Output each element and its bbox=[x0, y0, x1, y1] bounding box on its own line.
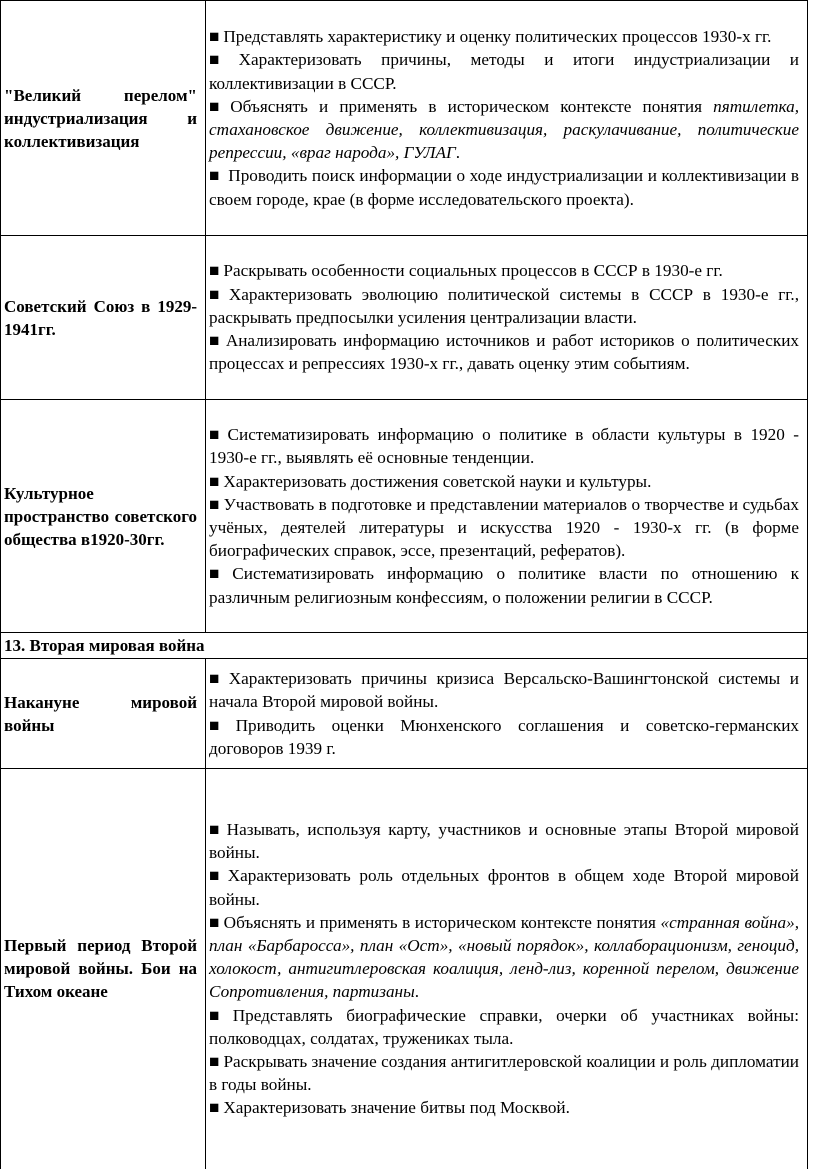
requirement-item bbox=[209, 1050, 799, 1096]
topic-cell bbox=[1, 400, 206, 633]
square-bullet-icon: ■ bbox=[209, 166, 220, 186]
requirements-cell bbox=[206, 1, 808, 236]
requirement-item bbox=[209, 667, 799, 713]
square-bullet-icon: ■ bbox=[209, 261, 220, 281]
requirement-text: Объяснять и применять в историческом контексте понятия bbox=[223, 912, 661, 932]
curriculum-table-body bbox=[1, 1, 808, 1169]
requirement-terms: пятилетка, стахановское движение, коллективизация, раскулачивание, политические репрессии, «враг народа», ГУЛАГ bbox=[209, 96, 799, 163]
topic-title: Накануне мировой войны bbox=[4, 692, 197, 735]
requirement-item bbox=[209, 864, 799, 910]
requirement-text: Систематизировать информацию о политике в области культуры в 1920 - 1930-е гг., выявлять её основные тенденции. bbox=[209, 425, 799, 468]
requirement-item bbox=[209, 25, 799, 48]
requirement-text: Участвовать в подготовке и представлении материалов о творчестве и судьбах учёных, деятелей литературы и искусства 1920 - 1930-х гг. (в форме биографических справок, эссе, презентаций, рефератов). bbox=[209, 494, 799, 561]
topic-title: Первый период Второй мировой войны. Бои на Тихом океане bbox=[4, 936, 197, 1002]
requirement-text: Объяснять и применять в историческом контексте понятия bbox=[230, 96, 714, 116]
table-row bbox=[1, 659, 808, 769]
square-bullet-icon: ■ bbox=[209, 819, 223, 839]
requirements-cell bbox=[206, 236, 808, 400]
requirement-item bbox=[209, 164, 799, 210]
section-row bbox=[1, 633, 808, 659]
topic-cell bbox=[1, 769, 206, 1169]
requirement-item bbox=[209, 283, 799, 329]
square-bullet-icon: ■ bbox=[209, 912, 220, 932]
requirement-text: Характеризовать причины кризиса Версальско-Вашингтонской системы и начала Второй мировой войны. bbox=[209, 669, 799, 712]
requirement-item bbox=[209, 423, 799, 469]
requirement-terms: «странная война», план «Барбаросса», план «Ост», «новый порядок», коллаборационизм, геноцид, холокост, антигитлеровская коалиция, ленд-лиз, коренной перелом, движение Сопротивления, партизаны bbox=[209, 912, 799, 1002]
table-row bbox=[1, 769, 808, 1169]
table-row bbox=[1, 1, 808, 236]
square-bullet-icon: ■ bbox=[209, 494, 220, 514]
square-bullet-icon: ■ bbox=[209, 669, 225, 689]
requirement-text: Характеризовать значение битвы под Москвой. bbox=[223, 1098, 570, 1118]
topic-title: Советский Союз в 1929-1941гг. bbox=[4, 296, 197, 339]
requirement-item bbox=[209, 714, 799, 760]
square-bullet-icon: ■ bbox=[209, 564, 229, 584]
square-bullet-icon: ■ bbox=[209, 425, 224, 445]
square-bullet-icon: ■ bbox=[209, 715, 232, 735]
square-bullet-icon: ■ bbox=[209, 1098, 220, 1118]
requirement-text: . bbox=[414, 982, 420, 1002]
square-bullet-icon: ■ bbox=[209, 1005, 229, 1025]
requirement-text: Раскрывать значение создания антигитлеровской коалиции и роль дипломатии в годы войны. bbox=[209, 1051, 799, 1095]
requirement-text: Представлять характеристику и оценку политических процессов 1930-х гг. bbox=[223, 27, 772, 47]
requirement-text: . bbox=[455, 143, 461, 163]
square-bullet-icon: ■ bbox=[209, 27, 220, 47]
topic-title: "Великий перелом" индустриализация и коллективизация bbox=[4, 85, 197, 151]
requirements-cell bbox=[206, 769, 808, 1169]
square-bullet-icon: ■ bbox=[209, 1051, 220, 1071]
requirement-text: Анализировать информацию источников и работ историков о политических процессах и репрессиях 1930-х гг., давать оценку этим событиям. bbox=[209, 331, 800, 374]
requirement-text: Проводить поиск информации о ходе индустриализации и коллективизации в своем городе, крае (в форме исследовательского проекта). bbox=[209, 166, 799, 209]
requirement-text: Называть, используя карту, участников и основные этапы Второй мировой войны. bbox=[209, 819, 799, 863]
square-bullet-icon: ■ bbox=[209, 284, 225, 304]
topic-cell bbox=[1, 1, 206, 236]
requirement-item bbox=[209, 818, 799, 864]
requirement-item bbox=[209, 1004, 799, 1050]
requirement-item bbox=[209, 259, 799, 282]
square-bullet-icon: ■ bbox=[209, 96, 227, 116]
requirement-item bbox=[209, 470, 799, 493]
requirement-item bbox=[209, 1096, 799, 1119]
requirement-text: Характеризовать причины, методы и итоги индустриализации и коллективизации в СССР. bbox=[209, 50, 799, 93]
square-bullet-icon: ■ bbox=[209, 50, 235, 70]
requirement-text: Раскрывать особенности социальных процессов в СССР в 1930-е гг. bbox=[223, 261, 723, 281]
square-bullet-icon: ■ bbox=[209, 866, 224, 886]
section-title: 13. Вторая мировая война bbox=[1, 633, 808, 659]
requirement-item bbox=[209, 95, 799, 165]
requirement-item bbox=[209, 329, 799, 375]
requirement-text: Приводить оценки Мюнхенского соглашения и советско-германских договоров 1939 г. bbox=[209, 715, 799, 758]
requirements-cell bbox=[206, 400, 808, 633]
requirement-text: Характеризовать роль отдельных фронтов в общем ходе Второй мировой войны. bbox=[209, 866, 799, 909]
table-row bbox=[1, 400, 808, 633]
requirement-text: Систематизировать информацию о политике власти по отношению к различным религиозным конфессиям, о положении религии в СССР. bbox=[209, 564, 799, 607]
requirement-text: Характеризовать эволюцию политической системы в СССР в 1930-е гг., раскрывать предпосылки усиления централизации власти. bbox=[209, 284, 799, 327]
square-bullet-icon: ■ bbox=[209, 331, 222, 351]
topic-cell bbox=[1, 236, 206, 400]
square-bullet-icon: ■ bbox=[209, 471, 220, 491]
requirements-cell bbox=[206, 659, 808, 769]
table-row bbox=[1, 236, 808, 400]
topic-title: Культурное пространство советского общества в1920-30гг. bbox=[4, 483, 197, 549]
requirement-text: Представлять биографические справки, очерки об участниках войны: полководцах, солдатах, тружениках тыла. bbox=[209, 1005, 799, 1048]
requirement-text: Характеризовать достижения советской науки и культуры. bbox=[223, 471, 652, 491]
requirement-item bbox=[209, 48, 799, 94]
requirement-item bbox=[209, 562, 799, 608]
requirement-item bbox=[209, 911, 799, 1004]
requirement-item bbox=[209, 493, 799, 563]
topic-cell bbox=[1, 659, 206, 769]
